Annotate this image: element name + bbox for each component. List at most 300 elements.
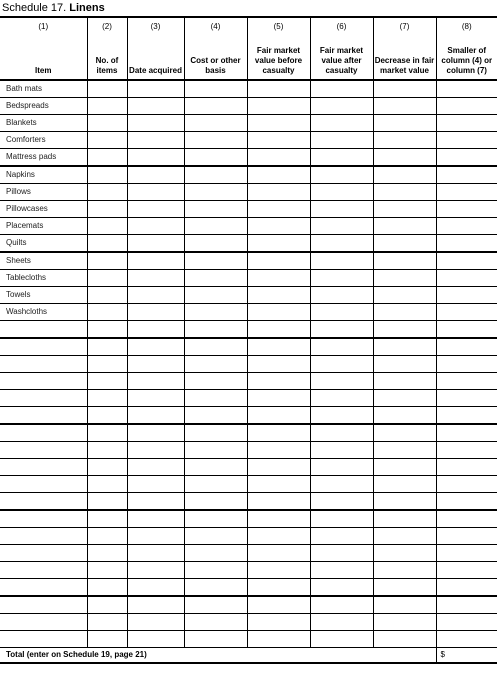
entry-cell[interactable] <box>310 510 373 528</box>
entry-cell[interactable] <box>436 115 497 132</box>
entry-cell[interactable] <box>310 115 373 132</box>
entry-cell[interactable] <box>184 459 247 476</box>
entry-cell[interactable] <box>373 510 436 528</box>
entry-cell[interactable] <box>247 579 310 597</box>
entry-cell[interactable] <box>247 252 310 270</box>
entry-cell[interactable] <box>373 184 436 201</box>
entry-cell[interactable] <box>436 270 497 287</box>
linens-table <box>0 16 497 664</box>
entry-cell[interactable] <box>436 442 497 459</box>
entry-cell[interactable] <box>127 287 184 304</box>
entry-cell[interactable] <box>87 545 127 562</box>
entry-cell[interactable] <box>127 476 184 493</box>
entry-cell[interactable] <box>184 149 247 167</box>
item-entry-cell[interactable] <box>0 459 87 476</box>
table-row <box>0 184 497 201</box>
entry-cell[interactable] <box>127 304 184 321</box>
entry-cell[interactable] <box>310 614 373 631</box>
entry-cell[interactable] <box>87 510 127 528</box>
entry-cell[interactable] <box>87 270 127 287</box>
entry-cell[interactable] <box>247 132 310 149</box>
entry-cell[interactable] <box>436 373 497 390</box>
entry-cell[interactable] <box>247 338 310 356</box>
entry-cell[interactable] <box>310 218 373 235</box>
entry-cell[interactable] <box>127 545 184 562</box>
entry-cell[interactable] <box>184 596 247 614</box>
entry-cell[interactable] <box>310 562 373 579</box>
table-row <box>0 493 497 511</box>
entry-cell[interactable] <box>87 252 127 270</box>
entry-cell[interactable] <box>247 373 310 390</box>
entry-cell[interactable] <box>184 321 247 339</box>
entry-cell[interactable] <box>127 459 184 476</box>
entry-cell[interactable] <box>247 562 310 579</box>
entry-cell[interactable] <box>373 407 436 425</box>
entry-cell[interactable] <box>184 201 247 218</box>
entry-cell[interactable] <box>247 614 310 631</box>
entry-cell[interactable] <box>127 98 184 115</box>
entry-cell[interactable] <box>184 390 247 407</box>
table-row <box>0 218 497 235</box>
entry-cell[interactable] <box>436 201 497 218</box>
entry-cell[interactable] <box>436 287 497 304</box>
entry-cell[interactable] <box>87 321 127 339</box>
entry-cell[interactable] <box>87 528 127 545</box>
entry-cell[interactable] <box>127 166 184 184</box>
entry-cell[interactable] <box>247 80 310 98</box>
item-entry-cell[interactable] <box>0 545 87 562</box>
entry-cell[interactable] <box>87 614 127 631</box>
entry-cell[interactable] <box>87 631 127 648</box>
entry-cell[interactable] <box>127 356 184 373</box>
item-name-cell: Pillows <box>0 184 87 201</box>
item-entry-cell[interactable] <box>0 510 87 528</box>
entry-cell[interactable] <box>87 98 127 115</box>
column-number: (2) <box>102 22 112 31</box>
entry-cell[interactable] <box>87 287 127 304</box>
entry-cell[interactable] <box>87 201 127 218</box>
entry-cell[interactable] <box>247 218 310 235</box>
entry-cell[interactable] <box>184 98 247 115</box>
table-row <box>0 201 497 218</box>
entry-cell[interactable] <box>373 373 436 390</box>
entry-cell[interactable] <box>436 390 497 407</box>
entry-cell[interactable] <box>436 218 497 235</box>
entry-cell[interactable] <box>184 80 247 98</box>
item-entry-cell[interactable] <box>0 424 87 442</box>
entry-cell[interactable] <box>184 407 247 425</box>
entry-cell[interactable] <box>247 631 310 648</box>
entry-cell[interactable] <box>373 631 436 648</box>
column-label: Fair market value before casualty <box>254 46 303 75</box>
entry-cell[interactable] <box>436 476 497 493</box>
entry-cell[interactable] <box>373 614 436 631</box>
entry-cell[interactable] <box>247 115 310 132</box>
schedule-number: Schedule 17. <box>2 2 67 14</box>
entry-cell[interactable] <box>184 476 247 493</box>
entry-cell[interactable] <box>184 287 247 304</box>
entry-cell[interactable] <box>310 287 373 304</box>
entry-cell[interactable] <box>373 338 436 356</box>
entry-cell[interactable] <box>310 304 373 321</box>
entry-cell[interactable] <box>247 442 310 459</box>
item-entry-cell[interactable] <box>0 476 87 493</box>
entry-cell[interactable] <box>184 270 247 287</box>
entry-cell[interactable] <box>310 373 373 390</box>
entry-cell[interactable] <box>373 201 436 218</box>
entry-cell[interactable] <box>436 149 497 167</box>
entry-cell[interactable] <box>87 459 127 476</box>
entry-cell[interactable] <box>373 270 436 287</box>
entry-cell[interactable] <box>373 304 436 321</box>
entry-cell[interactable] <box>87 184 127 201</box>
entry-cell[interactable] <box>127 132 184 149</box>
entry-cell[interactable] <box>373 321 436 339</box>
entry-cell[interactable] <box>373 390 436 407</box>
entry-cell[interactable] <box>436 252 497 270</box>
column-number: (6) <box>336 22 347 31</box>
table-row <box>0 80 497 98</box>
column-header-decrease-fmv <box>373 17 436 80</box>
entry-cell[interactable] <box>436 321 497 339</box>
entry-cell[interactable] <box>184 528 247 545</box>
table-row <box>0 287 497 304</box>
entry-cell[interactable] <box>373 235 436 253</box>
entry-cell[interactable] <box>184 132 247 149</box>
entry-cell[interactable] <box>310 459 373 476</box>
entry-cell[interactable] <box>127 424 184 442</box>
entry-cell[interactable] <box>87 149 127 167</box>
entry-cell[interactable] <box>127 390 184 407</box>
column-header-smaller-of <box>436 17 497 80</box>
item-entry-cell[interactable] <box>0 528 87 545</box>
entry-cell[interactable] <box>184 510 247 528</box>
entry-cell[interactable] <box>87 442 127 459</box>
entry-cell[interactable] <box>127 338 184 356</box>
entry-cell[interactable] <box>310 442 373 459</box>
column-number: (8) <box>461 22 472 31</box>
entry-cell[interactable] <box>310 235 373 253</box>
entry-cell[interactable] <box>247 149 310 167</box>
entry-cell[interactable] <box>127 510 184 528</box>
item-entry-cell[interactable] <box>0 614 87 631</box>
entry-cell[interactable] <box>373 252 436 270</box>
entry-cell[interactable] <box>87 390 127 407</box>
entry-cell[interactable] <box>184 545 247 562</box>
entry-cell[interactable] <box>127 321 184 339</box>
entry-cell[interactable] <box>436 493 497 511</box>
entry-cell[interactable] <box>87 132 127 149</box>
entry-cell[interactable] <box>184 184 247 201</box>
entry-cell[interactable] <box>127 596 184 614</box>
entry-cell[interactable] <box>436 562 497 579</box>
entry-cell[interactable] <box>436 545 497 562</box>
column-label: Cost or other basis <box>190 56 241 75</box>
entry-cell[interactable] <box>127 149 184 167</box>
entry-cell[interactable] <box>247 201 310 218</box>
entry-cell[interactable] <box>87 235 127 253</box>
entry-cell[interactable] <box>436 596 497 614</box>
entry-cell[interactable] <box>310 149 373 167</box>
entry-cell[interactable] <box>127 407 184 425</box>
entry-cell[interactable] <box>247 390 310 407</box>
entry-cell[interactable] <box>373 218 436 235</box>
column-number: (3) <box>150 22 161 31</box>
column-header-no-of-items <box>87 17 127 80</box>
item-name-cell: Tablecloths <box>0 270 87 287</box>
entry-cell[interactable] <box>436 424 497 442</box>
entry-cell[interactable] <box>247 98 310 115</box>
item-entry-cell[interactable] <box>0 493 87 511</box>
column-label: Date acquired <box>129 66 182 75</box>
entry-cell[interactable] <box>373 476 436 493</box>
entry-cell[interactable] <box>87 218 127 235</box>
entry-cell[interactable] <box>310 424 373 442</box>
entry-cell[interactable] <box>127 218 184 235</box>
entry-cell[interactable] <box>127 184 184 201</box>
entry-cell[interactable] <box>247 493 310 511</box>
entry-cell[interactable] <box>247 287 310 304</box>
column-header-fmv-after <box>310 17 373 80</box>
entry-cell[interactable] <box>87 476 127 493</box>
entry-cell[interactable] <box>373 149 436 167</box>
entry-cell[interactable] <box>127 562 184 579</box>
entry-cell[interactable] <box>436 614 497 631</box>
entry-cell[interactable] <box>247 545 310 562</box>
entry-cell[interactable] <box>127 614 184 631</box>
column-header-cost-basis <box>184 17 247 80</box>
entry-cell[interactable] <box>127 579 184 597</box>
entry-cell[interactable] <box>247 270 310 287</box>
entry-cell[interactable] <box>373 132 436 149</box>
entry-cell[interactable] <box>87 579 127 597</box>
entry-cell[interactable] <box>310 596 373 614</box>
entry-cell[interactable] <box>127 80 184 98</box>
entry-cell[interactable] <box>373 459 436 476</box>
entry-cell[interactable] <box>87 304 127 321</box>
entry-cell[interactable] <box>373 442 436 459</box>
entry-cell[interactable] <box>436 510 497 528</box>
entry-cell[interactable] <box>127 235 184 253</box>
entry-cell[interactable] <box>184 373 247 390</box>
item-entry-cell[interactable] <box>0 631 87 648</box>
entry-cell[interactable] <box>247 476 310 493</box>
item-name-cell: Mattress pads <box>0 149 87 167</box>
entry-cell[interactable] <box>247 407 310 425</box>
entry-cell[interactable] <box>184 614 247 631</box>
table-row <box>0 338 497 356</box>
table-row <box>0 510 497 528</box>
entry-cell[interactable] <box>247 166 310 184</box>
entry-cell[interactable] <box>436 528 497 545</box>
total-label: Total (enter on Schedule 19, page 21) <box>0 648 436 664</box>
entry-cell[interactable] <box>127 631 184 648</box>
entry-cell[interactable] <box>310 166 373 184</box>
entry-cell[interactable] <box>247 356 310 373</box>
item-entry-cell[interactable] <box>0 407 87 425</box>
entry-cell[interactable] <box>184 235 247 253</box>
item-entry-cell[interactable] <box>0 562 87 579</box>
entry-cell[interactable] <box>247 528 310 545</box>
entry-cell[interactable] <box>310 528 373 545</box>
entry-cell[interactable] <box>373 528 436 545</box>
total-amount-field[interactable]: $ <box>436 648 497 664</box>
entry-cell[interactable] <box>87 493 127 511</box>
entry-cell[interactable] <box>373 115 436 132</box>
item-entry-cell[interactable] <box>0 596 87 614</box>
entry-cell[interactable] <box>310 252 373 270</box>
entry-cell[interactable] <box>373 166 436 184</box>
table-row <box>0 166 497 184</box>
schedule-name: Linens <box>69 2 105 14</box>
entry-cell[interactable] <box>127 373 184 390</box>
entry-cell[interactable] <box>87 424 127 442</box>
entry-cell[interactable] <box>184 579 247 597</box>
entry-cell[interactable] <box>373 545 436 562</box>
entry-cell[interactable] <box>310 338 373 356</box>
table-row <box>0 270 497 287</box>
item-entry-cell[interactable] <box>0 373 87 390</box>
entry-cell[interactable] <box>373 356 436 373</box>
schedule-title <box>2 1 105 15</box>
entry-cell[interactable] <box>87 407 127 425</box>
entry-cell[interactable] <box>436 579 497 597</box>
entry-cell[interactable] <box>87 80 127 98</box>
entry-cell[interactable] <box>310 493 373 511</box>
entry-cell[interactable] <box>310 270 373 287</box>
entry-cell[interactable] <box>184 338 247 356</box>
entry-cell[interactable] <box>310 201 373 218</box>
entry-cell[interactable] <box>436 166 497 184</box>
entry-cell[interactable] <box>436 132 497 149</box>
entry-cell[interactable] <box>87 166 127 184</box>
entry-cell[interactable] <box>436 631 497 648</box>
entry-cell[interactable] <box>373 493 436 511</box>
item-name-cell: Washcloths <box>0 304 87 321</box>
entry-cell[interactable] <box>310 579 373 597</box>
table-row <box>0 442 497 459</box>
item-entry-cell[interactable] <box>0 338 87 356</box>
entry-cell[interactable] <box>310 98 373 115</box>
entry-cell[interactable] <box>184 493 247 511</box>
entry-cell[interactable] <box>310 476 373 493</box>
entry-cell[interactable] <box>184 304 247 321</box>
entry-cell[interactable] <box>87 356 127 373</box>
table-row <box>0 98 497 115</box>
entry-cell[interactable] <box>247 510 310 528</box>
entry-cell[interactable] <box>127 201 184 218</box>
entry-cell[interactable] <box>184 252 247 270</box>
entry-cell[interactable] <box>184 442 247 459</box>
entry-cell[interactable] <box>87 115 127 132</box>
entry-cell[interactable] <box>436 235 497 253</box>
entry-cell[interactable] <box>127 442 184 459</box>
table-row <box>0 614 497 631</box>
entry-cell[interactable] <box>436 459 497 476</box>
entry-cell[interactable] <box>310 184 373 201</box>
entry-cell[interactable] <box>247 321 310 339</box>
entry-cell[interactable] <box>87 373 127 390</box>
table-row <box>0 149 497 167</box>
entry-cell[interactable] <box>127 493 184 511</box>
entry-cell[interactable] <box>373 596 436 614</box>
item-name-cell: Sheets <box>0 252 87 270</box>
item-entry-cell[interactable] <box>0 579 87 597</box>
entry-cell[interactable] <box>184 356 247 373</box>
table-row <box>0 424 497 442</box>
entry-cell[interactable] <box>310 390 373 407</box>
column-label: Fair market value after casualty <box>319 46 364 75</box>
entry-cell[interactable] <box>310 356 373 373</box>
column-header-row <box>0 17 497 80</box>
entry-cell[interactable] <box>184 166 247 184</box>
column-header-date-acquired <box>127 17 184 80</box>
entry-cell[interactable] <box>373 424 436 442</box>
item-entry-cell[interactable] <box>0 356 87 373</box>
entry-cell[interactable] <box>436 356 497 373</box>
entry-cell[interactable] <box>310 132 373 149</box>
entry-cell[interactable] <box>436 304 497 321</box>
entry-cell[interactable] <box>184 424 247 442</box>
item-entry-cell[interactable] <box>0 442 87 459</box>
table-row <box>0 132 497 149</box>
table-row <box>0 459 497 476</box>
item-entry-cell[interactable] <box>0 321 87 339</box>
entry-cell[interactable] <box>436 184 497 201</box>
item-entry-cell[interactable] <box>0 390 87 407</box>
entry-cell[interactable] <box>87 338 127 356</box>
entry-cell[interactable] <box>247 596 310 614</box>
entry-cell[interactable] <box>373 287 436 304</box>
entry-cell[interactable] <box>436 98 497 115</box>
entry-cell[interactable] <box>436 338 497 356</box>
entry-cell[interactable] <box>310 631 373 648</box>
entry-cell[interactable] <box>127 252 184 270</box>
entry-cell[interactable] <box>310 80 373 98</box>
item-name-cell: Comforters <box>0 132 87 149</box>
entry-cell[interactable] <box>373 579 436 597</box>
entry-cell[interactable] <box>127 115 184 132</box>
table-row <box>0 562 497 579</box>
entry-cell[interactable] <box>87 562 127 579</box>
entry-cell[interactable] <box>184 115 247 132</box>
table-row <box>0 321 497 339</box>
item-name-cell: Quilts <box>0 235 87 253</box>
entry-cell[interactable] <box>184 562 247 579</box>
entry-cell[interactable] <box>127 528 184 545</box>
entry-cell[interactable] <box>373 562 436 579</box>
entry-cell[interactable] <box>127 270 184 287</box>
table-row <box>0 115 497 132</box>
entry-cell[interactable] <box>373 80 436 98</box>
entry-cell[interactable] <box>373 98 436 115</box>
entry-cell[interactable] <box>310 321 373 339</box>
entry-cell[interactable] <box>247 235 310 253</box>
entry-cell[interactable] <box>310 545 373 562</box>
entry-cell[interactable] <box>310 407 373 425</box>
column-number: (1) <box>38 22 49 31</box>
entry-cell[interactable] <box>436 80 497 98</box>
entry-cell[interactable] <box>247 184 310 201</box>
entry-cell[interactable] <box>436 407 497 425</box>
entry-cell[interactable] <box>87 596 127 614</box>
entry-cell[interactable] <box>247 304 310 321</box>
entry-cell[interactable] <box>184 631 247 648</box>
entry-cell[interactable] <box>184 218 247 235</box>
entry-cell[interactable] <box>247 424 310 442</box>
table-row <box>0 476 497 493</box>
entry-cell[interactable] <box>247 459 310 476</box>
